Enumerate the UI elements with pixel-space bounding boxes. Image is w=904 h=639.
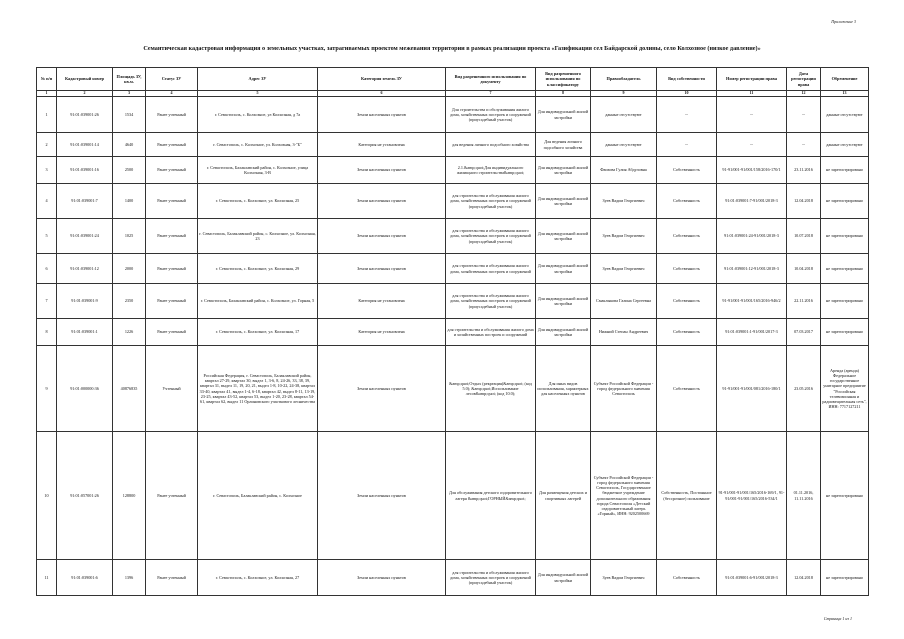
table-cell: 23.05.2016: [787, 346, 821, 432]
table-cell: Категория не установлена: [318, 133, 446, 157]
table-row: [37, 157, 869, 184]
table-cell: 91:01:039001:26: [57, 97, 113, 133]
column-number: 10: [657, 91, 717, 97]
column-header: Площадь ЗУ, кв.м.: [113, 68, 146, 91]
table-cell: не зарегистрировано: [821, 560, 869, 596]
table-cell: Субъект Российской Федерации - город федерального значения Севастополь: [591, 346, 657, 432]
table-cell: г. Севастополь, Балаклавский район, с. Колхозное: [198, 432, 318, 560]
table-cell: 2.1.&amp;quot;Для индивидуального жилищного строительства&amp;quot;: [446, 157, 536, 184]
table-cell: данные отсутствуют: [591, 97, 657, 133]
column-number: 1: [37, 91, 57, 97]
table-cell: Земли населенных пунктов: [318, 432, 446, 560]
table-cell: 2350: [113, 284, 146, 319]
table-cell: --: [787, 97, 821, 133]
table-header-row: [37, 68, 869, 91]
column-header: Статус ЗУ: [146, 68, 198, 91]
cadastral-table: [36, 67, 869, 596]
table-cell: не зарегистрировано: [821, 184, 869, 219]
column-number: 5: [198, 91, 318, 97]
table-cell: Ранее учтенный: [146, 284, 198, 319]
table-cell: Фаизова Гулия Абдуловна: [591, 157, 657, 184]
table-cell: 91:01:039001:6: [57, 560, 113, 596]
table-cell: не зарегистрировано: [821, 319, 869, 346]
column-header: Кадастровый номер: [57, 68, 113, 91]
table-cell: Для иных видов использования, характерных для населенных пунктов: [536, 346, 591, 432]
table-cell: 91:01:000000:36: [57, 346, 113, 432]
table-cell: Для индивидуальной жилой застройки: [536, 184, 591, 219]
table-cell: 10: [37, 432, 57, 560]
table-cell: 12.04.2018: [787, 184, 821, 219]
table-cell: Земли населенных пунктов: [318, 560, 446, 596]
table-cell: Ранее учтенный: [146, 254, 198, 284]
table-cell: Собственность: [657, 346, 717, 432]
table-cell: для ведения личного подсобного хозяйства: [446, 133, 536, 157]
table-row: [37, 319, 869, 346]
table-row: [37, 346, 869, 432]
table-cell: 1534: [113, 97, 146, 133]
table-row: [37, 254, 869, 284]
table-cell: Собственность: [657, 157, 717, 184]
table-cell: 10.07.2018: [787, 219, 821, 254]
table-cell: Земли населенных пунктов: [318, 184, 446, 219]
table-cell: 1396: [113, 560, 146, 596]
table-cell: 91:01:039001:24-91/001/2018-3: [717, 219, 787, 254]
table-cell: Зуев Вадим Георгиевич: [591, 219, 657, 254]
column-number: 11: [717, 91, 787, 97]
table-cell: Ранее учтенный: [146, 157, 198, 184]
table-cell: 91-91/001-91/001/165/2016-169/1, 91-91/001-91/001/165/2016-534/1: [717, 432, 787, 560]
column-header: Правообладатель: [591, 68, 657, 91]
table-cell: Собственность: [657, 254, 717, 284]
column-number: 12: [787, 91, 821, 97]
column-header: Адрес ЗУ: [198, 68, 318, 91]
column-number: 13: [821, 91, 869, 97]
table-cell: 1400: [113, 184, 146, 219]
table-cell: для строительства и обслуживания жилого дома, хозяйственных построек и сооружений (приусадебный участок): [446, 560, 536, 596]
table-cell: для строительства и обслуживания жилого дома, хозяйственных построек и сооружений (приусадебный участок): [446, 284, 536, 319]
column-number: 4: [146, 91, 198, 97]
table-cell: Собственность: [657, 284, 717, 319]
page-number: Страница 1 из 1: [823, 616, 852, 621]
table-cell: 11: [37, 560, 57, 596]
table-cell: Собственность: [657, 319, 717, 346]
table-cell: Для индивидуальной жилой застройки: [536, 97, 591, 133]
table-cell: 91:01:039001:1-91/001/2017-3: [717, 319, 787, 346]
table-row: [37, 133, 869, 157]
table-row: [37, 284, 869, 319]
column-number: 6: [318, 91, 446, 97]
column-header: Номер регистрации права: [717, 68, 787, 91]
table-cell: 1025: [113, 219, 146, 254]
table-cell: для строительства и обслуживания жилого дома и хозяйственных построек и сооружений: [446, 319, 536, 346]
table-cell: Учтенный: [146, 346, 198, 432]
table-cell: Для индивидуальной жилой застройки: [536, 219, 591, 254]
table-cell: не зарегистрировано: [821, 219, 869, 254]
table-cell: Для строительства и обслуживания жилого дома, хозяйственных построек и сооружений (приусадебный участок): [446, 97, 536, 133]
column-header: Вид разрешенного использования по документу: [446, 68, 536, 91]
table-cell: 10.04.2018: [787, 254, 821, 284]
table-cell: Ранее учтенный: [146, 319, 198, 346]
table-cell: данные отсутствуют: [591, 133, 657, 157]
table-cell: 91-91/001-91/001/165/2016-946/2: [717, 284, 787, 319]
table-cell: 4640: [113, 133, 146, 157]
table-cell: 5: [37, 219, 57, 254]
table-cell: Ранее учтенный: [146, 97, 198, 133]
table-cell: Ранее учтенный: [146, 560, 198, 596]
column-number: 9: [591, 91, 657, 97]
table-cell: Ранее учтенный: [146, 219, 198, 254]
table-cell: 91:01:039001:7: [57, 184, 113, 219]
column-number: 8: [536, 91, 591, 97]
table-cell: 91:01:039001:7-91/001/2018-3: [717, 184, 787, 219]
table-cell: 9: [37, 346, 57, 432]
table-cell: 91-91/001-91/001/081/2016-180/1: [717, 346, 787, 432]
table-cell: Собственность, Постоянное (бессрочное) пользование: [657, 432, 717, 560]
table-cell: 23.11.2016: [787, 157, 821, 184]
table-cell: г. Севастополь, с. Колхозное, ул Колхозная, д 7а: [198, 97, 318, 133]
table-cell: 1226: [113, 319, 146, 346]
column-header: Дата регистрации права: [787, 68, 821, 91]
column-header: Категория земель ЗУ: [318, 68, 446, 91]
table-cell: 91:01:039001:6-91/001/2018-3: [717, 560, 787, 596]
table-cell: 2: [37, 133, 57, 157]
table-row: [37, 97, 869, 133]
table-cell: 1: [37, 97, 57, 133]
document-title: Семантическая кадастровая информация о земельных участках, затрагиваемых проектом межевания территории в рамках реализации проекта «Газификация сел Байдарской долины, село Колхозное (низкое давление)»: [143, 45, 761, 52]
table-cell: г. Севастополь, с. Колхозное, ул. Колхозная, 17: [198, 319, 318, 346]
table-cell: 91:01:057001:26: [57, 432, 113, 560]
table-cell: 91:01:039001:1: [57, 319, 113, 346]
table-cell: для строительства и обслуживания жилого дома, хозяйственных построек и сооружений: [446, 254, 536, 284]
column-number: 3: [113, 91, 146, 97]
table-cell: 12.04.2018: [787, 560, 821, 596]
table-cell: Российская Федерация, г. Севастополь, Балаклавский район, квартал 27-29, квартал 30, выдел 1, 3-6, 8, 24-26, 33, 38, 39, квартал 31, выдел 11, 19, 20, 21, выдел 1-8, 10-22, 24-38, квартал 33-40, квартал 41, выдел 1-4, 6-18, квартал 42, выдел 8-11, 13-19, 23-25, квартал 43-52, квартал 53, выдел 1-20, 23-28, квартал 54-61, квартал 62, выдел 11 Орлиновского участкового лесничества: [198, 346, 318, 432]
table-cell: 6: [37, 254, 57, 284]
table-cell: Зуев Вадим Георгиевич: [591, 560, 657, 596]
table-cell: данные отсутствуют: [821, 133, 869, 157]
table-cell: Категория не установлена: [318, 284, 446, 319]
table-cell: Земли населенных пунктов: [318, 157, 446, 184]
table-cell: --: [657, 97, 717, 133]
table-cell: г. Севастополь, Балаклавский район, с. Колхозное, ул. Горная, 5: [198, 284, 318, 319]
table-cell: Для индивидуальной жилой застройки: [536, 254, 591, 284]
table-cell: данные отсутствуют: [821, 97, 869, 133]
table-cell: Земли населенных пунктов: [318, 97, 446, 133]
table-cell: Зуев Вадим Георгиевич: [591, 184, 657, 219]
table-cell: 2000: [113, 254, 146, 284]
table-cell: не зарегистрировано: [821, 157, 869, 184]
table-cell: Для обслуживания детского оздоровительного лагеря &amp;quot;ГОРНЫЙ&amp;quot;: [446, 432, 536, 560]
table-cell: 7: [37, 284, 57, 319]
table-cell: 91:01:039001:16: [57, 157, 113, 184]
table-row: [37, 560, 869, 596]
column-number: 7: [446, 91, 536, 97]
table-cell: --: [657, 133, 717, 157]
table-cell: г. Севастополь, Балаклавский район, с. Колхозное, улица Колхозная, 3-В: [198, 157, 318, 184]
column-header: № п/п: [37, 68, 57, 91]
table-cell: Собственность: [657, 219, 717, 254]
table-cell: 40876835: [113, 346, 146, 432]
table-cell: 91:01:039001:24: [57, 219, 113, 254]
table-cell: 91:01:039001:14: [57, 133, 113, 157]
table-cell: Для индивидуальной жилой застройки: [536, 284, 591, 319]
table-cell: 4: [37, 184, 57, 219]
table-cell: Для ведения личного подсобного хозяйства: [536, 133, 591, 157]
table-cell: Зуев Вадим Георгиевич: [591, 254, 657, 284]
table-row: [37, 184, 869, 219]
table-cell: Категория не установлена: [318, 319, 446, 346]
table-cell: 2500: [113, 157, 146, 184]
table-cell: Для индивидуальной жилой застройки: [536, 157, 591, 184]
table-cell: для строительства и обслуживания жилого дома, хозяйственных построек и сооружений (приусадебный участок): [446, 184, 536, 219]
column-header: Вид собственности: [657, 68, 717, 91]
table-cell: Собственность: [657, 184, 717, 219]
table-cell: 01.11.2016, 11.11.2016: [787, 432, 821, 560]
table-cell: 8: [37, 319, 57, 346]
table-cell: Ранее учтенный: [146, 432, 198, 560]
table-cell: 07.03.2017: [787, 319, 821, 346]
table-row: [37, 432, 869, 560]
table-cell: Для индивидуальной жилой застройки: [536, 319, 591, 346]
table-cell: --: [787, 133, 821, 157]
table-cell: г. Севастополь, с. Колхозное, ул. Колхозная, 27: [198, 560, 318, 596]
table-body: [37, 97, 869, 596]
column-number: 2: [57, 91, 113, 97]
table-cell: Нижний Степан Андреевич: [591, 319, 657, 346]
table-cell: 91:01:039001:9: [57, 284, 113, 319]
table-cell: 91-91/001-91/001/158/2016-170/1: [717, 157, 787, 184]
table-cell: Земли населенных пунктов: [318, 346, 446, 432]
table-cell: для строительства и обслуживания жилого дома, хозяйственных построек и сооружений (приусадебный участок): [446, 219, 536, 254]
table-cell: г. Севастополь, Балаклавский район, с. Колхозное, ул. Колхозная, 23: [198, 219, 318, 254]
table-cell: 91:01:039001:12: [57, 254, 113, 284]
table-cell: 91:01:039001:12-91/001/2018-3: [717, 254, 787, 284]
table-cell: Субъект Российской Федерации - город федерального значения Севастополь, Государственное бюджетное учреждение дополнительного образования города Севастополя «Детский оздоровительный лагерь «Горный», ИНН: 9202500669: [591, 432, 657, 560]
table-cell: Ранее учтенный: [146, 133, 198, 157]
table-cell: 128800: [113, 432, 146, 560]
table-row: [37, 219, 869, 254]
table-cell: не зарегистрировано: [821, 254, 869, 284]
table-cell: &amp;quot;Отдых (рекреация)&amp;quot; (код 5.0); &amp;quot;Использование лесов&amp;quot; (код 10.0);: [446, 346, 536, 432]
table-cell: --: [717, 97, 787, 133]
table-cell: Ранее учтенный: [146, 184, 198, 219]
table-cell: г. Севастополь, с. Колхозное, ул. Колхозная, 25: [198, 184, 318, 219]
table-cell: г. Севастополь, с. Колхозное, ул. Колхозная, 29: [198, 254, 318, 284]
table-cell: г. Севастополь, с. Колхозное, ул. Колхозная, 3-"Б": [198, 133, 318, 157]
column-header: Вид разрешенного использования по классификатору: [536, 68, 591, 91]
appendix-note: Приложение 3: [831, 19, 856, 24]
table-cell: Собственность: [657, 560, 717, 596]
table-cell: не зарегистрировано: [821, 284, 869, 319]
table-cell: Для размещения детских и спортивных лагерей: [536, 432, 591, 560]
table-cell: Аренда (аренда) Федеральное государственное унитарное предприятие "Российская телевизионная и радиовещательная сеть", ИНН: 7717127211: [821, 346, 869, 432]
table-cell: не зарегистрировано: [821, 432, 869, 560]
table-cell: Земли населенных пунктов: [318, 254, 446, 284]
table-cell: Смаклыкова Галина Сергеевна: [591, 284, 657, 319]
table-cell: Земли населенных пунктов: [318, 219, 446, 254]
table-cell: 22.11.2016: [787, 284, 821, 319]
table-cell: --: [717, 133, 787, 157]
column-header: Обременение: [821, 68, 869, 91]
table-cell: 3: [37, 157, 57, 184]
table-cell: Для индивидуальной жилой застройки: [536, 560, 591, 596]
